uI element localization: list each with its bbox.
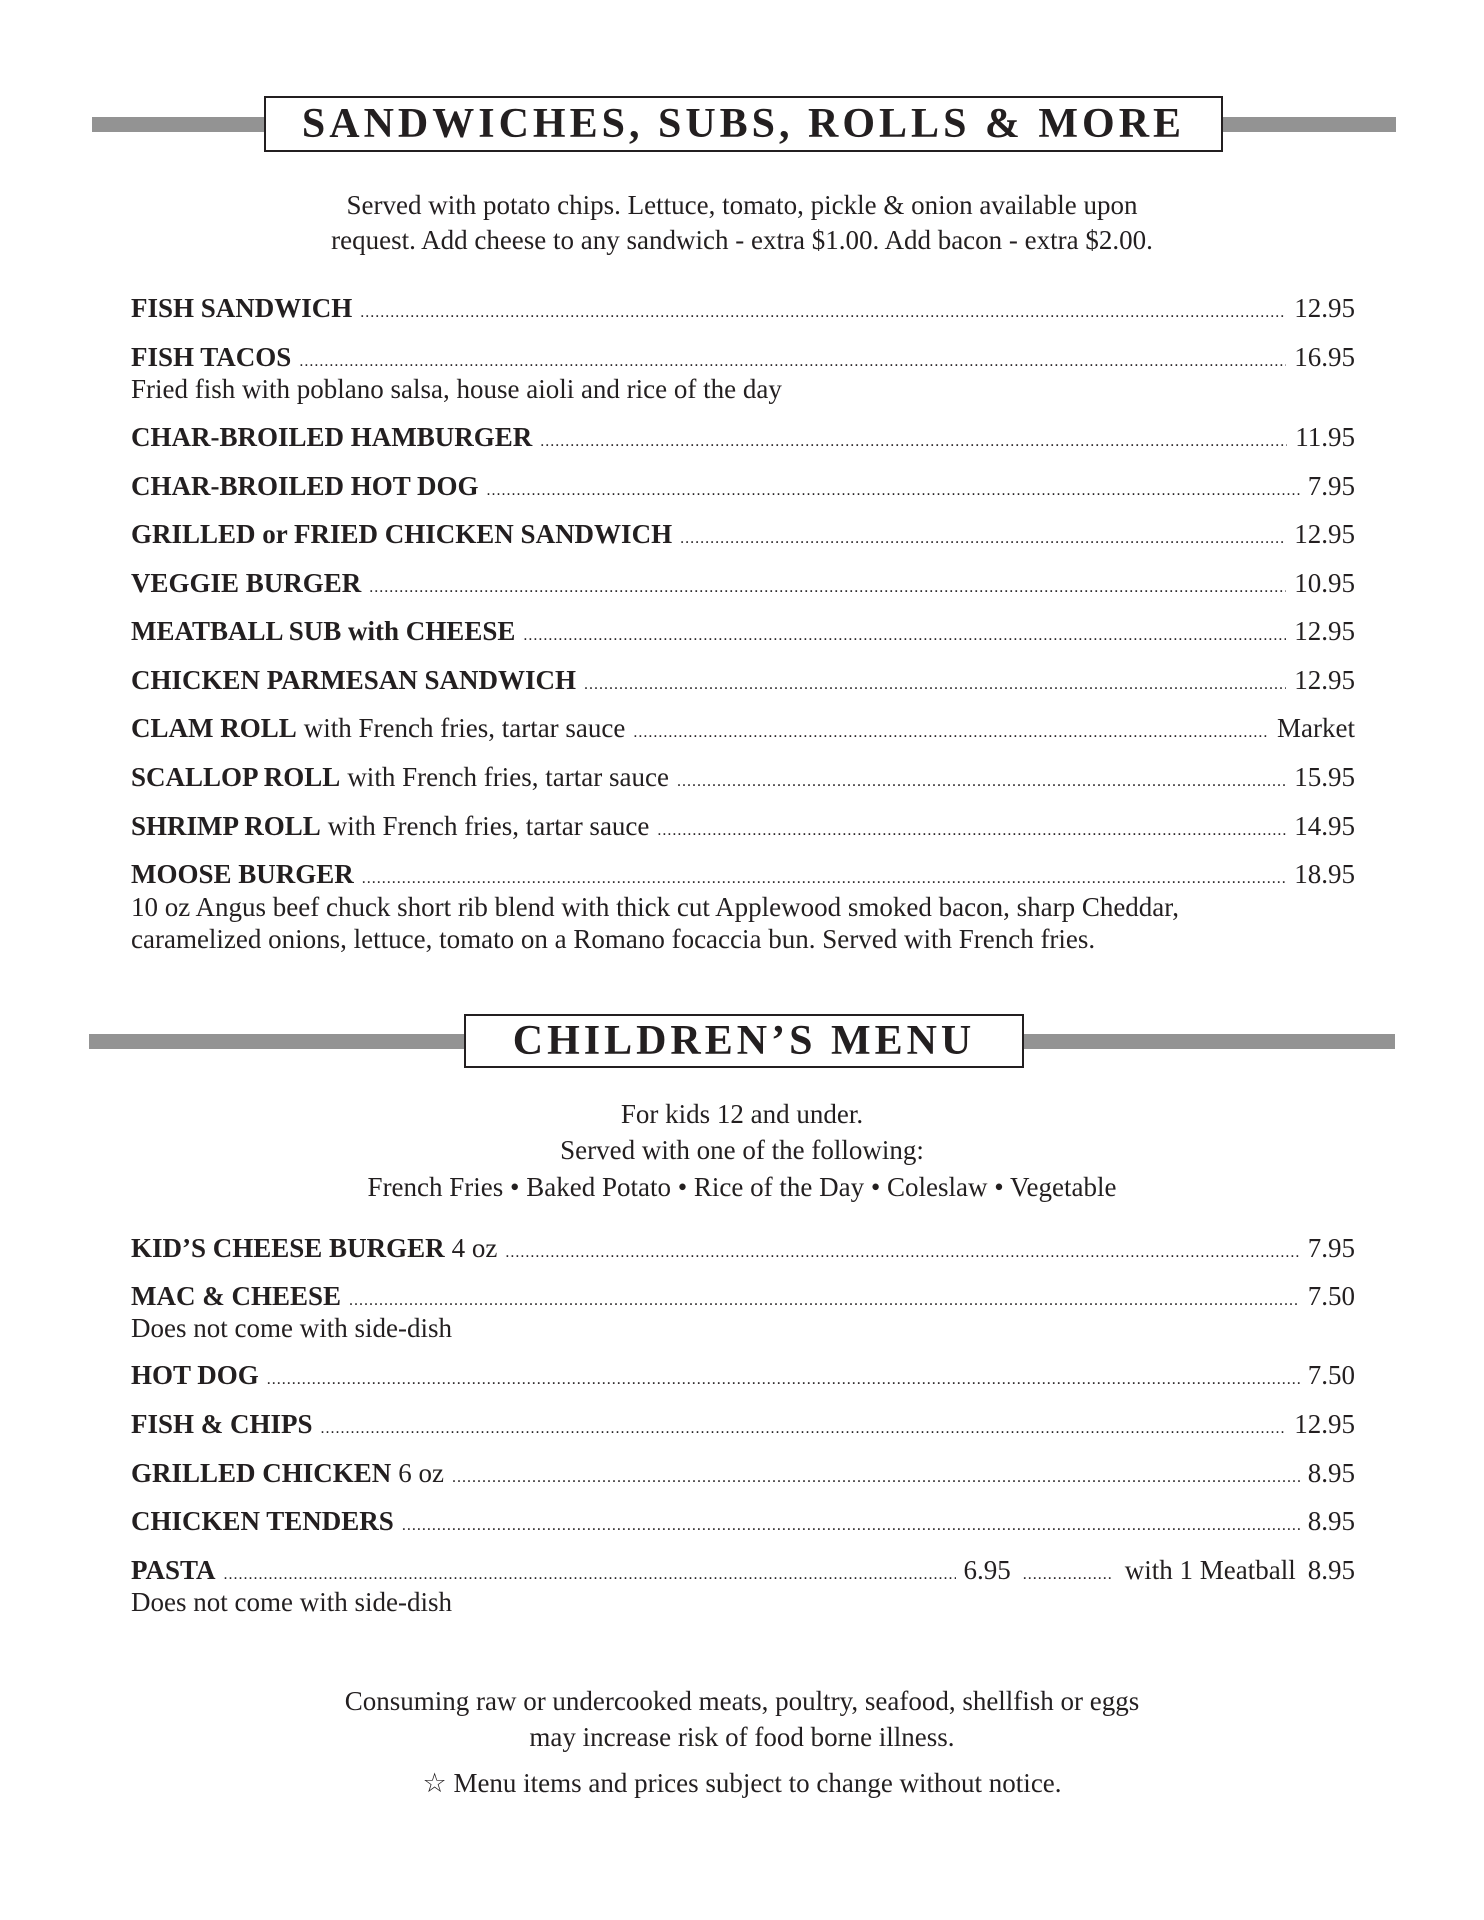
menu-item [131, 1359, 1355, 1396]
menu-item-price: 7.50 [1307, 1281, 1355, 1311]
dot-leader [540, 421, 1287, 458]
children-intro-2: Served with one of the following: [560, 1135, 924, 1165]
menu-item [131, 518, 1355, 555]
menu-item-name: FISH SANDWICH [131, 293, 353, 323]
dot-leader [402, 1505, 1300, 1542]
menu-item-name: MEATBALL SUB with CHEESE [131, 616, 516, 646]
sandwiches-heading: SANDWICHES, SUBS, ROLLS & MORE [264, 96, 1223, 152]
menu-item-price: 12.95 [1294, 616, 1355, 646]
menu-item [131, 761, 1355, 798]
menu-item [131, 421, 1355, 458]
dot-leader [349, 1280, 1300, 1317]
menu-item [131, 810, 1355, 847]
section-divider-right [1021, 1034, 1395, 1049]
menu-item-detail: with French fries, tartar sauce [327, 811, 650, 841]
menu-item-price: Market [1277, 713, 1355, 743]
menu-item-price: 18.95 [1294, 859, 1355, 889]
section-divider-right [1220, 117, 1396, 132]
menu-item [131, 615, 1355, 652]
menu-item-price: 6.95 [963, 1555, 1011, 1585]
menu-item [131, 712, 1355, 749]
dot-leader [267, 1359, 1300, 1396]
dot-leader [584, 664, 1286, 701]
menu-item-name: CHICKEN TENDERS [131, 1506, 394, 1536]
dot-leader [1023, 1554, 1113, 1591]
childrens-menu-heading: CHILDREN’S MENU [464, 1014, 1024, 1068]
menu-item-price: 12.95 [1294, 665, 1355, 695]
menu-item-name: GRILLED or FRIED CHICKEN SANDWICH [131, 519, 673, 549]
menu-item-price: 14.95 [1294, 811, 1355, 841]
menu-item-price: 8.95 [1307, 1506, 1355, 1536]
menu-item [131, 1232, 1355, 1269]
menu-item-description: 10 oz Angus beef chuck short rib blend with thick cut Applewood smoked bacon, sharp Cheddar, [131, 892, 1179, 922]
dot-leader [633, 712, 1269, 749]
dot-leader [677, 761, 1286, 798]
menu-item-price: 7.95 [1307, 1233, 1355, 1263]
menu-item-name: MOOSE BURGER [131, 859, 354, 889]
menu-item-name: FISH TACOS [131, 342, 292, 372]
star-outline-icon: ☆ [422, 1768, 447, 1798]
dot-leader [360, 292, 1286, 329]
menu-item-price: 15.95 [1294, 762, 1355, 792]
children-intro-3: French Fries • Baked Potato • Rice of the Day • Coleslaw • Vegetable [367, 1172, 1117, 1202]
menu-item-name: MAC & CHEESE [131, 1281, 342, 1311]
menu-item-price: 12.95 [1294, 293, 1355, 323]
dot-leader [369, 567, 1286, 604]
dot-leader [680, 518, 1286, 555]
menu-item [131, 858, 1355, 895]
menu-item [131, 664, 1355, 701]
menu-item-price: 7.50 [1307, 1360, 1355, 1390]
menu-item-description: Does not come with side-dish [131, 1587, 452, 1617]
price-notice [0, 1768, 1484, 1798]
menu-item [131, 1505, 1355, 1542]
menu-item-detail: 4 oz [451, 1233, 498, 1263]
menu-item-price: 8.95 [1307, 1458, 1355, 1488]
food-warning-2: may increase risk of food borne illness. [529, 1722, 955, 1752]
menu-item-name: HOT DOG [131, 1360, 259, 1390]
menu-item-price: 16.95 [1294, 342, 1355, 372]
menu-item-detail: with French fries, tartar sauce [347, 762, 669, 792]
section-divider-left [92, 117, 267, 132]
dot-leader [487, 470, 1300, 507]
dot-leader [657, 810, 1286, 847]
menu-item-detail: with French fries, tartar sauce [303, 713, 626, 743]
menu-item-name: KID’S CHEESE BURGER [131, 1233, 445, 1263]
menu-item-price: 11.95 [1295, 422, 1355, 452]
price-notice-text: Menu items and prices subject to change without notice. [453, 1768, 1062, 1798]
dot-leader [362, 858, 1286, 895]
menu-item-price: 7.95 [1307, 471, 1355, 501]
dot-leader [505, 1232, 1299, 1269]
menu-item [131, 1408, 1355, 1445]
children-intro-1: For kids 12 and under. [620, 1099, 864, 1129]
menu-item [131, 292, 1355, 329]
menu-item-price: 10.95 [1294, 568, 1355, 598]
sandwiches-intro-1: Served with potato chips. Lettuce, tomato, pickle & onion available upon [346, 190, 1138, 220]
menu-item-name: CHAR-BROILED HOT DOG [131, 471, 479, 501]
section-divider-left [89, 1034, 467, 1049]
menu-item-name: GRILLED CHICKEN [131, 1458, 392, 1488]
menu-item-detail: 6 oz [398, 1458, 445, 1488]
menu-item-name: CHAR-BROILED HAMBURGER [131, 422, 533, 452]
menu-item-description: Fried fish with poblano salsa, house aioli and rice of the day [131, 374, 782, 404]
menu-item-name: PASTA [131, 1555, 216, 1585]
food-warning-1: Consuming raw or undercooked meats, poultry, seafood, shellfish or eggs [344, 1686, 1140, 1716]
menu-item-name: VEGGIE BURGER [131, 568, 362, 598]
menu-item-price: 12.95 [1294, 519, 1355, 549]
dot-leader [452, 1457, 1300, 1494]
menu-item-description: caramelized onions, lettuce, tomato on a Romano focaccia bun. Served with French fries. [131, 924, 1096, 954]
menu-item [131, 1457, 1355, 1494]
menu-item-price: 12.95 [1294, 1409, 1355, 1439]
menu-item-name: SHRIMP ROLL [131, 811, 321, 841]
menu-item [131, 567, 1355, 604]
menu-item-name: CLAM ROLL [131, 713, 297, 743]
menu-item-description: Does not come with side-dish [131, 1313, 452, 1343]
menu-item-name: SCALLOP ROLL [131, 762, 341, 792]
menu-item-alt-price: 8.95 [1307, 1555, 1355, 1585]
sandwiches-intro-2: request. Add cheese to any sandwich - extra $1.00. Add bacon - extra $2.00. [331, 225, 1153, 255]
menu-item-alt-label: with 1 Meatball [1124, 1555, 1296, 1585]
menu-item-name: CHICKEN PARMESAN SANDWICH [131, 665, 577, 695]
menu-item [131, 470, 1355, 507]
dot-leader [523, 615, 1286, 652]
dot-leader [321, 1408, 1287, 1445]
menu-item-name: FISH & CHIPS [131, 1409, 313, 1439]
